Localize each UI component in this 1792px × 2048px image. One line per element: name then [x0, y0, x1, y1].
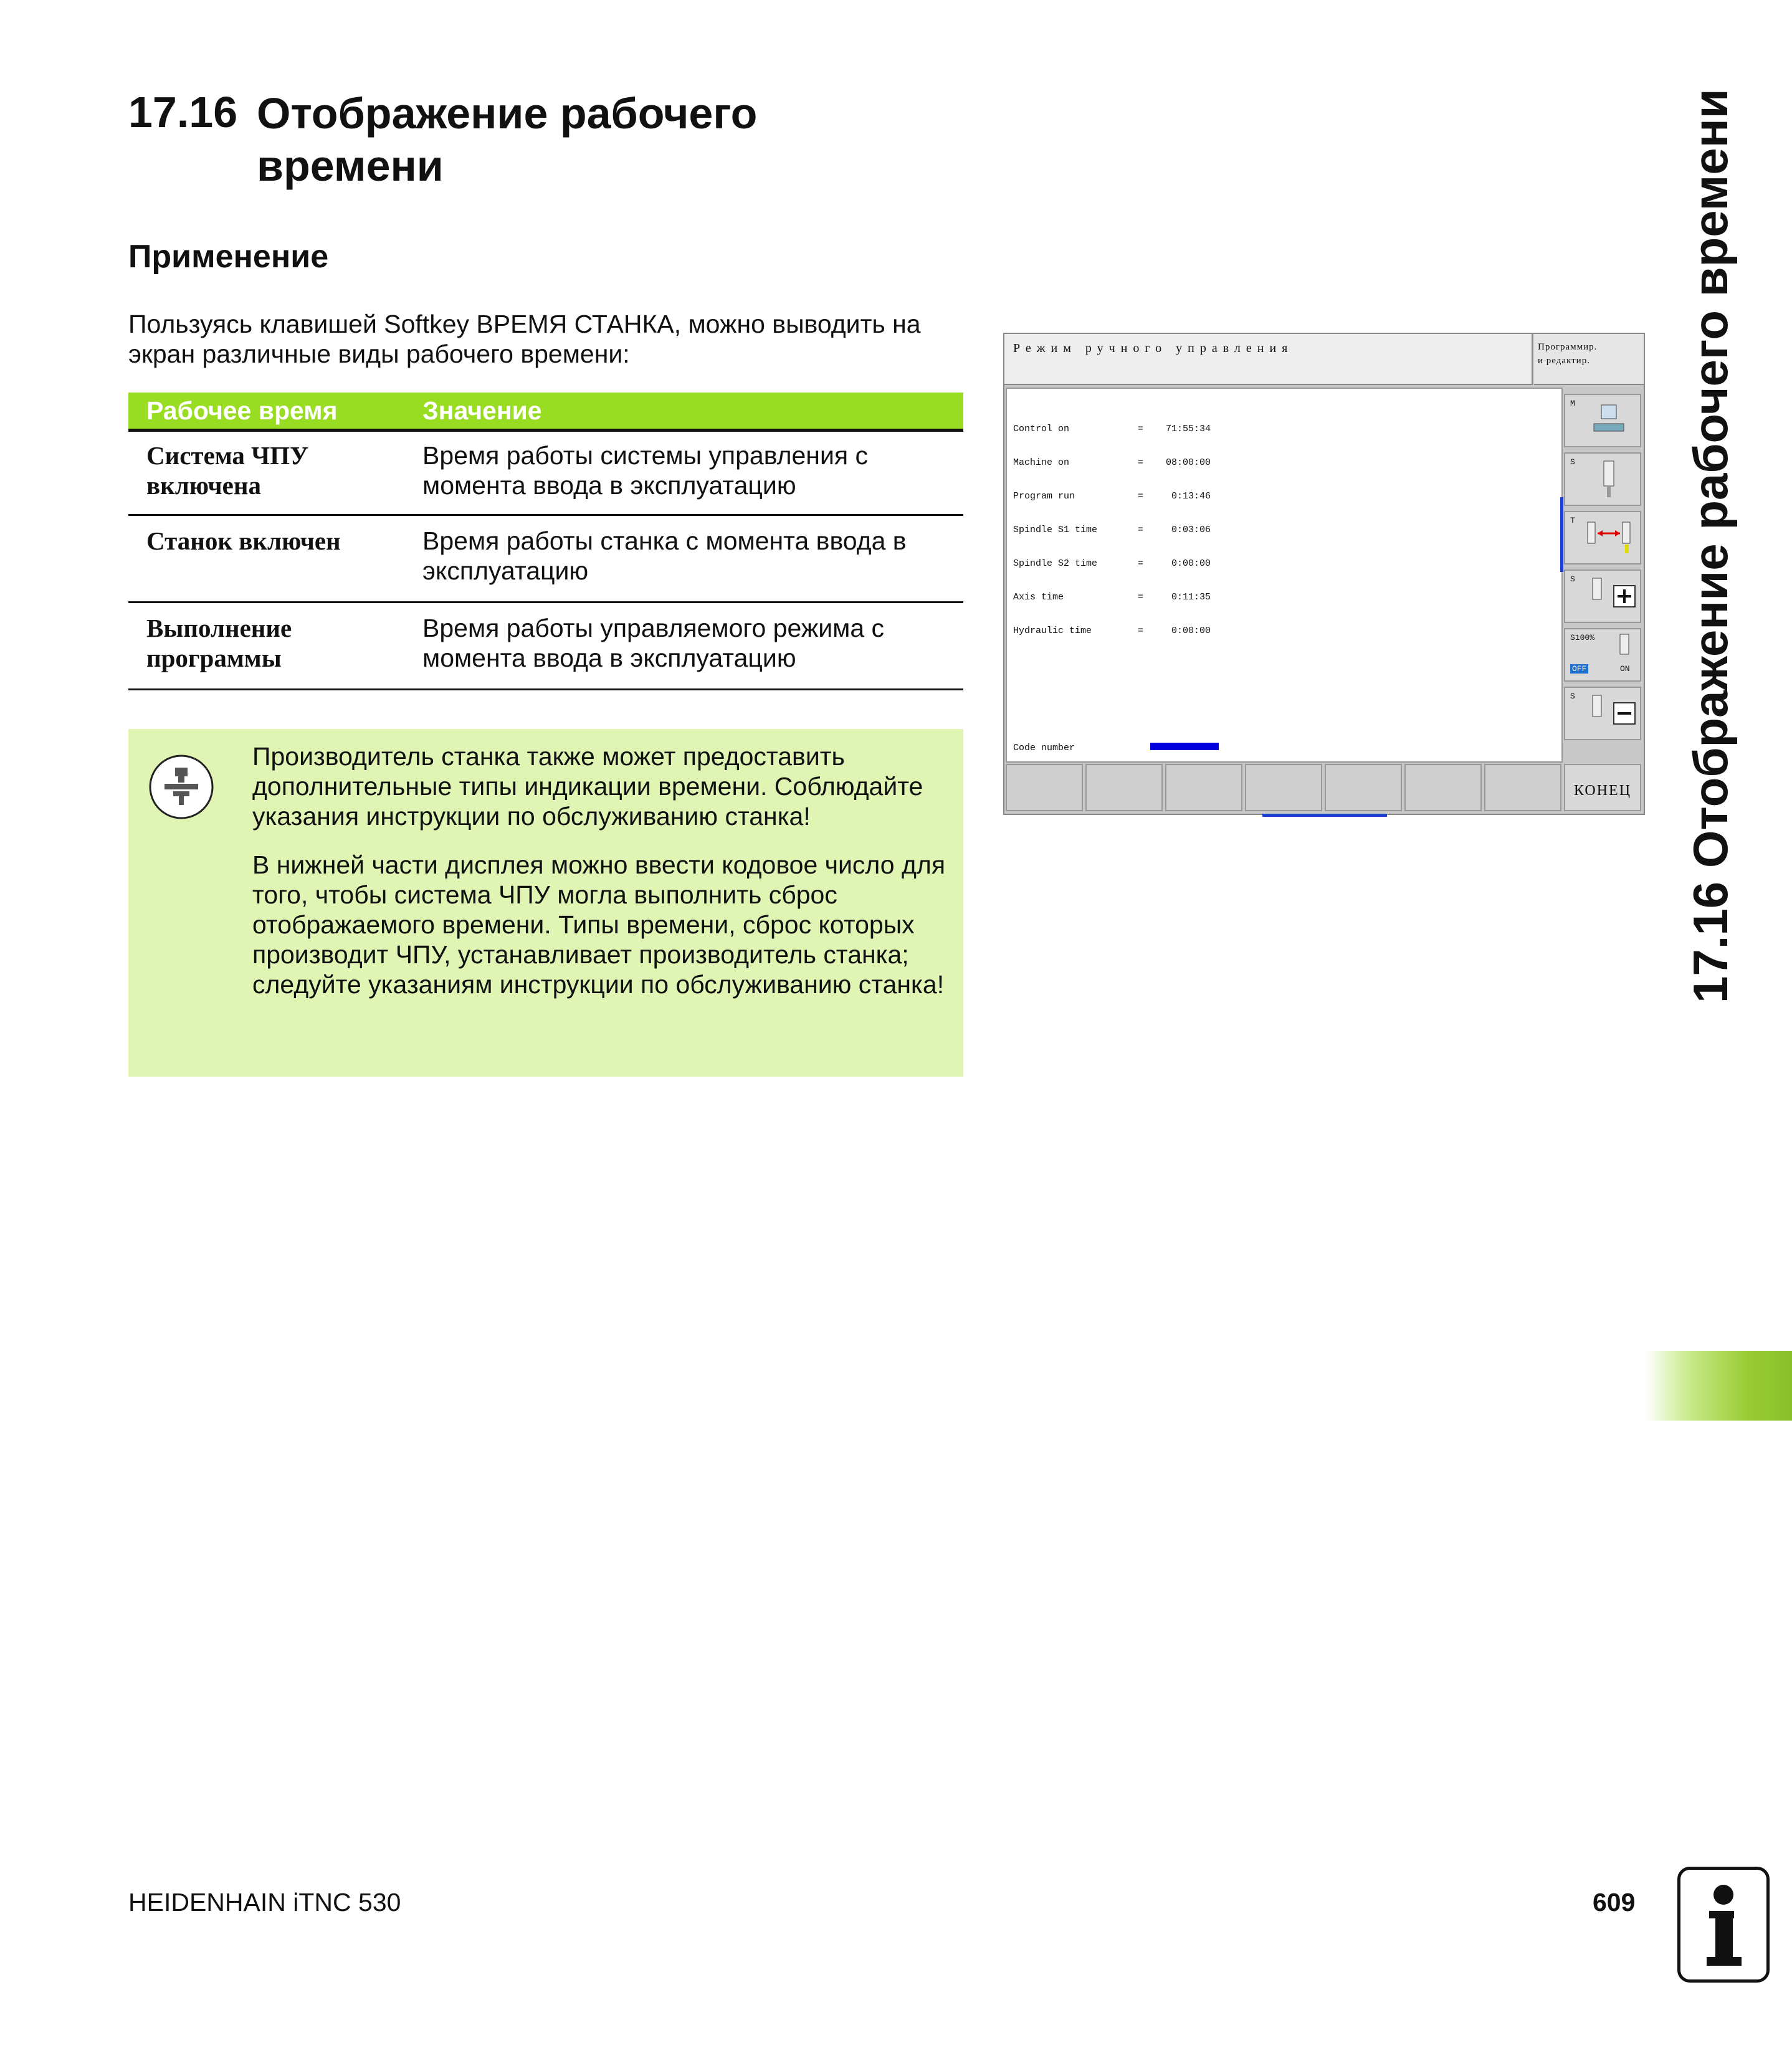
mode-secondary — [1534, 334, 1644, 385]
softkey[interactable] — [1484, 764, 1561, 811]
time-row: Hydraulic time = 0:00:00 — [1013, 626, 1211, 636]
table-row — [128, 516, 963, 603]
info-icon — [1677, 1867, 1770, 1983]
side-key-s[interactable]: S — [1564, 452, 1641, 506]
side-key-s-plus[interactable]: S — [1564, 569, 1641, 623]
note-paragraph: В нижней части дисплея можно ввести кодовое число для того, чтобы система ЧПУ могла выполнить сброс отображаемого времени. Типы времени, сброс которых производит ЧПУ, устанавливает производитель станка; следуйте указаниям инструкции по обслуживанию станка! — [252, 850, 946, 999]
table-header-meaning: Значение — [422, 396, 542, 425]
mode-secondary-line: Программир. — [1538, 342, 1598, 352]
row-label: Выполнение программы — [146, 614, 292, 672]
section-number: 17.16 — [128, 88, 238, 136]
spindle-minus-icon — [1579, 693, 1639, 736]
footer-product: HEIDENHAIN iTNC 530 — [128, 1888, 401, 1917]
note-text — [252, 741, 956, 1018]
softkey[interactable] — [1006, 764, 1083, 811]
page-number: 609 — [1593, 1888, 1636, 1917]
table-header — [128, 393, 963, 432]
softkey[interactable] — [1245, 764, 1322, 811]
machine-icon — [148, 754, 214, 820]
code-number-label: Code number — [1013, 743, 1075, 753]
row-value: Время работы станка с момента ввода в эксплуатацию — [422, 526, 907, 585]
side-key-s100[interactable]: S100% OFF ON — [1564, 628, 1641, 682]
time-display — [1006, 388, 1563, 763]
softkey[interactable] — [1325, 764, 1402, 811]
side-key-t[interactable]: T — [1564, 511, 1641, 564]
mode-title: Режим ручного управления — [1004, 334, 1533, 385]
toggle-on-label: ON — [1620, 664, 1630, 674]
spindle-icon — [1596, 460, 1621, 500]
time-row: Machine on = 08:00:00 — [1013, 457, 1211, 468]
time-row: Spindle S1 time = 0:03:06 — [1013, 525, 1211, 535]
machine-icon — [1590, 402, 1628, 440]
row-label: Станок включен — [146, 526, 341, 555]
mode-secondary-line: и редактир. — [1538, 356, 1590, 366]
spindle-plus-icon — [1579, 576, 1639, 619]
side-key-m[interactable]: M — [1564, 394, 1641, 447]
subsection-title: Применение — [128, 239, 329, 275]
time-row: Axis time = 0:11:35 — [1013, 592, 1211, 602]
table-header-time: Рабочее время — [146, 396, 338, 425]
end-softkey[interactable]: КОНЕЦ — [1564, 764, 1641, 811]
chapter-tab — [1645, 1351, 1792, 1421]
note-paragraph: Производитель станка также может предоставить дополнительные типы индикации времени. Соблюдайте указания инструкции по обслуживанию станка! — [252, 742, 923, 831]
chapter-side-title: 17.16 Отображение рабочего времени — [1683, 88, 1738, 1003]
working-time-table — [128, 393, 963, 690]
time-list — [1013, 401, 1211, 659]
row-value: Время работы системы управления с момента ввода в эксплуатацию — [422, 441, 868, 500]
intro-paragraph: Пользуясь клавишей Softkey ВРЕМЯ СТАНКА, можно выводить на экран различные виды рабочего времени: — [128, 310, 921, 368]
table-row — [128, 432, 963, 516]
page-title: Отображение рабочего времени — [257, 89, 758, 190]
softkey[interactable] — [1404, 764, 1482, 811]
cnc-screen — [1003, 333, 1645, 815]
softkey[interactable] — [1165, 764, 1242, 811]
side-key-s-minus[interactable]: S — [1564, 687, 1641, 740]
active-marker — [1560, 497, 1563, 572]
row-value: Время работы управляемого режима с момента ввода в эксплуатацию — [422, 614, 885, 672]
toggle-off-label: OFF — [1570, 664, 1588, 674]
tool-change-icon — [1579, 518, 1639, 560]
table-row — [128, 603, 963, 690]
softkey[interactable] — [1085, 764, 1163, 811]
time-row: Control on = 71:55:34 — [1013, 424, 1211, 434]
code-number-input[interactable] — [1150, 743, 1219, 750]
spindle-icon — [1618, 633, 1632, 663]
scroll-indicator — [1262, 814, 1387, 817]
time-row: Spindle S2 time = 0:00:00 — [1013, 558, 1211, 569]
time-row: Program run = 0:13:46 — [1013, 491, 1211, 502]
row-label: Система ЧПУ включена — [146, 441, 309, 500]
